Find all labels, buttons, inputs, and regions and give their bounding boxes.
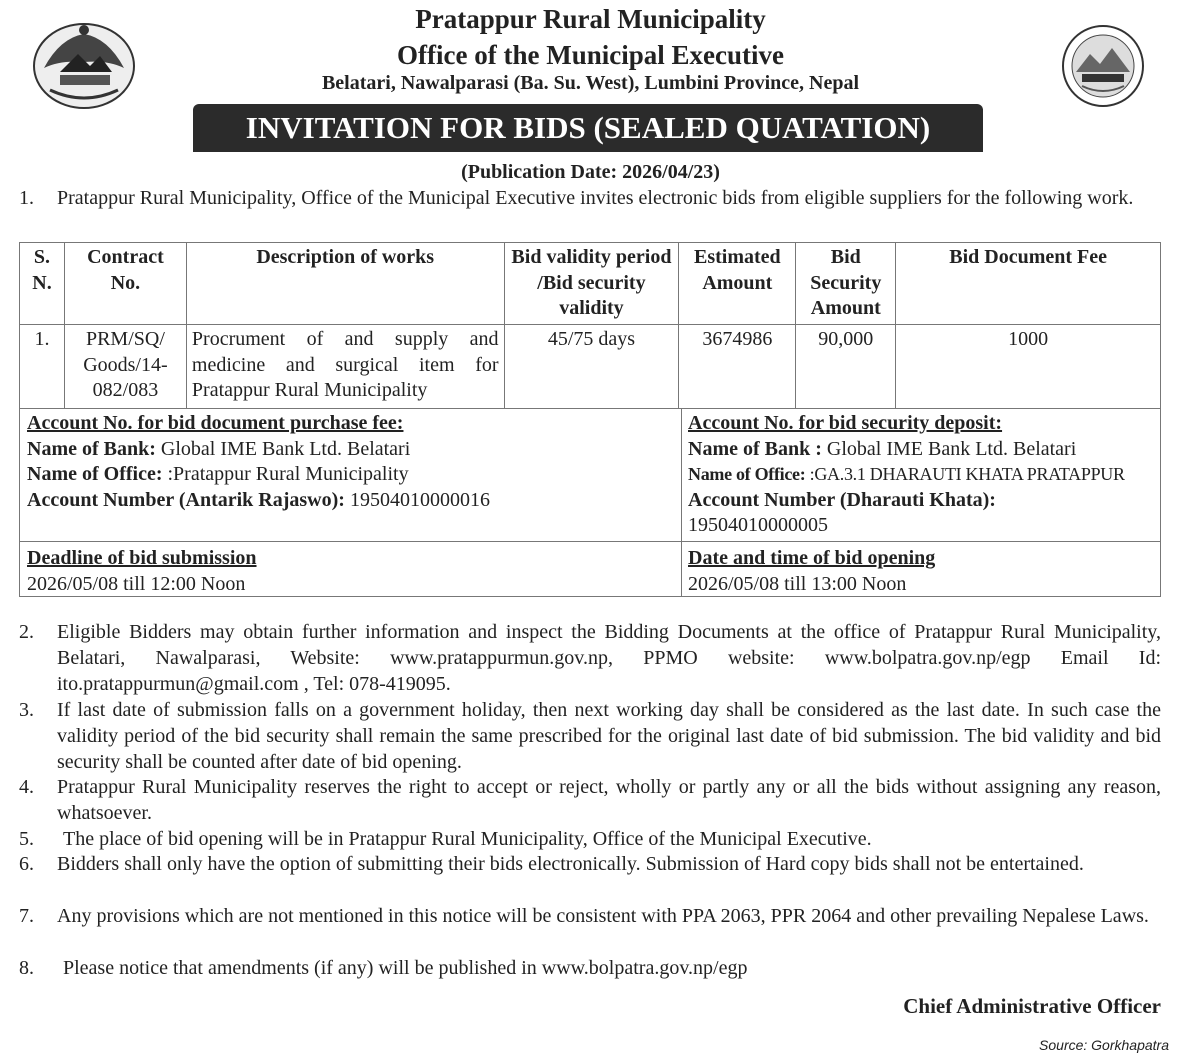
office-label: Name of Office: <box>688 464 806 484</box>
paragraph-number: 8. <box>19 957 34 979</box>
municipality-name: Pratappur Rural Municipality <box>415 4 766 34</box>
list-item <box>19 620 1161 698</box>
paragraph-text: Pratappur Rural Municipality reserves the right to accept or reject, wholly or partly any or all the bids without assigning any reason, whatsoever. <box>57 776 1161 824</box>
deadline-value: 2026/05/08 till 12:00 Noon <box>27 572 246 595</box>
account-details-box <box>19 408 1161 597</box>
security-account-title: Account No. for bid security deposit: <box>688 412 1003 434</box>
list-item <box>19 904 1161 956</box>
account-label: Account Number (Antarik Rajaswo): <box>27 488 345 511</box>
paragraph-text: Eligible Bidders may obtain further information and inspect the Bidding Documents at the office of Pratappur Rural Municipality, Belatari, Nawalparasi, Website: www.pratappurmun.gov.np, PPMO website: www.bolpatra.gov.np/egp Email Id: ito.pratappurmun@gmail.com , Tel: 078-419095. <box>57 621 1161 695</box>
list-item <box>19 698 1161 776</box>
source-credit: Source: Gorkhapatra <box>1039 1037 1169 1053</box>
paragraph-text: Please notice that amendments (if any) will be published in www.bolpatra.gov.np/egp <box>63 957 748 979</box>
paragraph-text: Any provisions which are not mentioned in this notice will be consistent with PPA 2063, PPR 2064 and other prevailing Nepalese Laws. <box>57 905 1149 927</box>
bank-label: Name of Bank: <box>27 437 156 460</box>
column-header: Estimated Amount <box>679 243 796 325</box>
table-cell: 1. <box>20 325 65 409</box>
column-header: Description of works <box>186 243 504 325</box>
office-value: :GA.3.1 DHARAUTI KHATA PRATAPPUR <box>809 464 1125 484</box>
paragraph-text: Pratappur Rural Municipality, Office of the Municipal Executive invites electronic bids from eligible suppliers for the following work. <box>57 187 1134 209</box>
table-row <box>20 325 1161 409</box>
intro-paragraph <box>19 186 1161 238</box>
bank-value: Global IME Bank Ltd. Belatari <box>826 437 1077 460</box>
table-cell: 1000 <box>896 325 1161 409</box>
table-cell: 90,000 <box>796 325 896 409</box>
paragraph-text: If last date of submission falls on a government holiday, then next working day shall be considered as the last date. In such case the validity period of the bid security shall remain the same prescribed for the original last date of bid submission. The bid validity and bid security shall be counted after date of bid opening. <box>57 699 1161 773</box>
list-item <box>19 775 1161 827</box>
office-name: Office of the Municipal Executive <box>397 40 784 70</box>
bid-table <box>19 242 1161 409</box>
notice-title-banner: INVITATION FOR BIDS (SEALED QUATATION) <box>193 104 983 152</box>
list-item <box>19 956 1161 982</box>
account-value: 19504010000005 <box>688 514 828 536</box>
office-address: Belatari, Nawalparasi (Ba. Su. West), Lumbini Province, Nepal <box>321 72 860 94</box>
list-item <box>19 827 1161 853</box>
bank-label: Name of Bank : <box>688 437 822 460</box>
column-header: Contract No. <box>64 243 186 325</box>
paragraph-number: 2. <box>19 621 34 643</box>
list-item <box>19 852 1161 904</box>
column-header: Bid validity period /Bid security validity <box>504 243 679 325</box>
account-label: Account Number (Dharauti Khata): <box>688 488 996 511</box>
paragraph-text: The place of bid opening will be in Pratappur Rural Municipality, Office of the Municipal Executive. <box>63 828 872 850</box>
purchase-account-title: Account No. for bid document purchase fee: <box>27 412 404 434</box>
table-cell: Procrument of and supply and medicine and surgical item for Pratappur Rural Municipality <box>186 325 504 409</box>
paragraph-number: 4. <box>19 776 34 798</box>
opening-title: Date and time of bid opening <box>688 547 936 569</box>
paragraph-number: 3. <box>19 699 34 721</box>
paragraph-text: Bidders shall only have the option of submitting their bids electronically. Submission of Hard copy bids shall not be entertained. <box>57 853 1084 875</box>
security-account-section <box>688 411 1158 539</box>
table-cell: PRM/SQ/ Goods/14-082/083 <box>64 325 186 409</box>
deadline-title: Deadline of bid submission <box>27 547 257 569</box>
paragraph-number: 7. <box>19 905 34 927</box>
paragraph-number: 1. <box>19 187 34 209</box>
bank-value: Global IME Bank Ltd. Belatari <box>160 437 411 460</box>
column-header: S. N. <box>20 243 65 325</box>
office-label: Name of Office: <box>27 463 163 485</box>
column-header: Bid Document Fee <box>896 243 1161 325</box>
opening-value: 2026/05/08 till 13:00 Noon <box>688 572 907 595</box>
paragraph-number: 5. <box>19 828 34 850</box>
account-value: 19504010000016 <box>349 488 490 511</box>
table-cell: 45/75 days <box>504 325 679 409</box>
table-cell: 3674986 <box>679 325 796 409</box>
paragraph-number: 6. <box>19 853 34 875</box>
opening-section <box>688 546 1158 597</box>
purchase-account-section <box>27 411 677 513</box>
office-value: :Pratappur Rural Municipality <box>167 463 409 485</box>
deadline-section <box>27 546 677 597</box>
table-header-row <box>20 243 1161 325</box>
publication-date: (Publication Date: 2026/04/23) <box>461 161 720 183</box>
signatory-title: Chief Administrative Officer <box>903 994 1161 1018</box>
column-header: Bid Security Amount <box>796 243 896 325</box>
